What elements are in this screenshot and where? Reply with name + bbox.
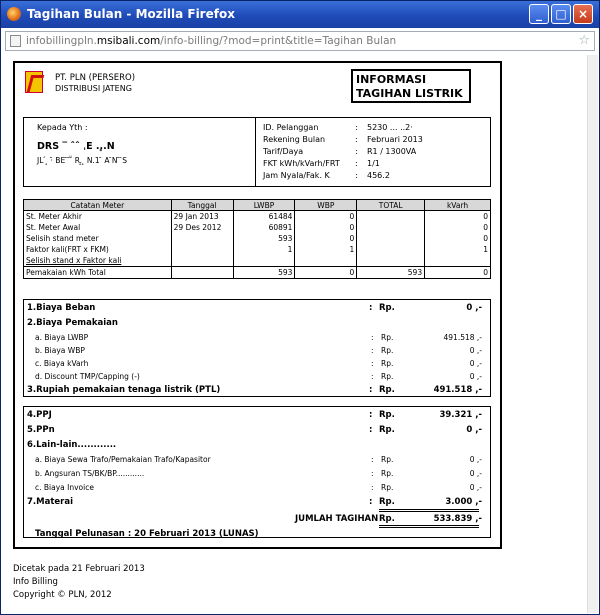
field-value-rekening: Februari 2013 bbox=[367, 135, 423, 144]
page-content bbox=[3, 55, 587, 613]
rp-label: Rp. bbox=[379, 425, 395, 435]
maximize-button[interactable]: □ bbox=[551, 4, 571, 24]
colon: : bbox=[355, 135, 358, 144]
rp-label: Rp. bbox=[381, 469, 394, 478]
colon: : bbox=[369, 303, 373, 313]
colon: : bbox=[355, 159, 358, 168]
col-header: LWBP bbox=[233, 200, 295, 211]
col-header: Tanggal bbox=[171, 200, 233, 211]
meter-table bbox=[23, 199, 491, 279]
url-text[interactable]: infobillingpln.msibali.com/info-billing/?mod=print&title=Tagihan Bulan bbox=[26, 35, 397, 47]
cell: Faktor kali(FRT x FKM) bbox=[24, 244, 172, 255]
invoice-label: c. Biaya Invoice bbox=[35, 483, 94, 492]
cell: 0 bbox=[425, 233, 491, 244]
colon: : bbox=[371, 469, 374, 478]
to-label: Kepada Yth : bbox=[37, 123, 88, 132]
rp-label: Rp. bbox=[379, 497, 395, 507]
field-label-jam: Jam Nyala/Fak. K bbox=[263, 171, 330, 180]
cell: 1 bbox=[295, 244, 357, 255]
rp-label: Rp. bbox=[379, 303, 395, 313]
cell bbox=[357, 244, 425, 255]
customer-address: JL ́ ̥ ·̄ BE ̄ ̄ ̄̈ R.̥ ̥ N.1 ̄ A ̄N ̄ ̄S bbox=[37, 156, 128, 165]
discount-value: 0 ,- bbox=[469, 372, 482, 381]
address-bar[interactable] bbox=[5, 31, 595, 51]
customer-box bbox=[23, 117, 491, 187]
wbp-label: b. Biaya WBP bbox=[35, 346, 85, 355]
kvarh-label: c. Biaya kVarh bbox=[35, 359, 89, 368]
cell: 60891 bbox=[233, 222, 295, 233]
rp-label: Rp. bbox=[381, 455, 394, 464]
materai-value: 3.000 ,- bbox=[445, 497, 482, 507]
colon: : bbox=[355, 171, 358, 180]
info-title-box bbox=[351, 69, 471, 103]
pln-logo bbox=[25, 71, 43, 93]
sewa-trafo-label: a. Biaya Sewa Trafo/Pemakaian Trafo/Kapasitor bbox=[35, 455, 211, 464]
scrollbar[interactable] bbox=[587, 55, 598, 613]
customer-divider bbox=[255, 117, 256, 187]
colon: : bbox=[369, 385, 373, 395]
field-label-rekening: Rekening Bulan bbox=[263, 135, 326, 144]
meter-table-header bbox=[24, 200, 491, 211]
total-rule bbox=[379, 509, 479, 512]
field-value-id: 5230 ... ..2· bbox=[367, 123, 413, 132]
cell: 1 bbox=[233, 244, 295, 255]
colon: : bbox=[355, 123, 358, 132]
col-header: TOTAL bbox=[357, 200, 425, 211]
table-row bbox=[24, 233, 491, 244]
lwbp-value: 491.518 ,- bbox=[443, 333, 482, 342]
colon: : bbox=[371, 346, 374, 355]
col-header: kVarh bbox=[425, 200, 491, 211]
colon: : bbox=[369, 410, 373, 420]
field-label-tarif: Tarif/Daya bbox=[263, 147, 304, 156]
angsuran-label: b. Angsuran TS/BK/BP............ bbox=[35, 469, 145, 478]
rp-label: Rp. bbox=[379, 410, 395, 420]
colon: : bbox=[369, 425, 373, 435]
charges-box-1 bbox=[23, 299, 491, 397]
ppj-value: 39.321 ,- bbox=[439, 410, 482, 420]
cell: 0 bbox=[425, 267, 491, 279]
kvarh-value: 0 ,- bbox=[469, 359, 482, 368]
minimize-button[interactable]: _ bbox=[529, 4, 549, 24]
table-row bbox=[24, 222, 491, 233]
cell: 0 bbox=[425, 211, 491, 223]
rp-label: Rp. bbox=[381, 483, 394, 492]
colon: : bbox=[355, 147, 358, 156]
ppn-label: 5.PPn bbox=[27, 425, 55, 435]
cell: Pemakaian kWh Total bbox=[24, 267, 172, 279]
distribution-name: DISTRIBUSI JATENG bbox=[55, 84, 132, 93]
cell: Selisih stand x Faktor kali bbox=[24, 255, 172, 267]
lain-label: 6.Lain-lain............ bbox=[27, 440, 117, 450]
invoice-value: 0 ,- bbox=[469, 483, 482, 492]
field-label-id: ID. Pelanggan bbox=[263, 123, 319, 132]
rp-label: Rp. bbox=[381, 372, 394, 381]
app-name: Info Billing bbox=[13, 577, 58, 587]
jumlah-label: JUMLAH TAGIHAN bbox=[295, 514, 379, 524]
cell bbox=[171, 267, 233, 279]
table-row-total bbox=[24, 267, 491, 279]
colon: : bbox=[371, 359, 374, 368]
bill-document bbox=[13, 61, 502, 549]
printed-date: Dicetak pada 21 Februari 2013 bbox=[13, 564, 145, 574]
company-name: PT. PLN (PERSERO) bbox=[55, 73, 136, 83]
field-label-fkt: FKT kWh/kVarh/FRT bbox=[263, 159, 340, 168]
ptl-value: 491.518 ,- bbox=[433, 385, 482, 395]
col-header: WBP bbox=[295, 200, 357, 211]
ptl-label: 3.Rupiah pemakaian tenaga listrik (PTL) bbox=[27, 385, 221, 395]
rp-label: Rp. bbox=[379, 514, 395, 524]
colon: : bbox=[371, 455, 374, 464]
colon: : bbox=[371, 483, 374, 492]
cell bbox=[357, 255, 425, 267]
pelunasan-text: Tanggal Pelunasan : 20 Februari 2013 (LUNAS) bbox=[35, 529, 259, 539]
table-row bbox=[24, 244, 491, 255]
cell: 0 bbox=[295, 233, 357, 244]
cell: 593 bbox=[233, 267, 295, 279]
table-row bbox=[24, 211, 491, 223]
field-value-jam: 456.2 bbox=[367, 171, 390, 180]
jumlah-value: 533.839 ,- bbox=[433, 514, 482, 524]
total-double-rule bbox=[379, 525, 479, 528]
firefox-icon bbox=[7, 7, 21, 21]
discount-label: d. Discount TMP/Capping (-) bbox=[35, 372, 140, 381]
cell: 593 bbox=[357, 267, 425, 279]
page-icon bbox=[10, 35, 21, 47]
angsuran-value: 0 ,- bbox=[469, 469, 482, 478]
rp-label: Rp. bbox=[381, 346, 394, 355]
copyright: Copyright © PLN, 2012 bbox=[13, 590, 112, 600]
ppj-label: 4.PPJ bbox=[27, 410, 52, 420]
cell bbox=[357, 222, 425, 233]
customer-name: DRS ‾ ˆˆ ˌΕ ..̥.N bbox=[37, 141, 115, 152]
cell: 0 bbox=[425, 222, 491, 233]
colon: : bbox=[371, 372, 374, 381]
info-title-line2: TAGIHAN LISTRIK bbox=[356, 87, 463, 100]
rp-label: Rp. bbox=[381, 333, 394, 342]
cell: St. Meter Akhir bbox=[24, 211, 172, 223]
biaya-beban-label: 1.Biaya Beban bbox=[27, 303, 96, 313]
materai-label: 7.Materai bbox=[27, 497, 74, 507]
biaya-pemakaian-label: 2.Biaya Pemakaian bbox=[27, 318, 118, 328]
rp-label: Rp. bbox=[381, 359, 394, 368]
cell: St. Meter Awal bbox=[24, 222, 172, 233]
table-row bbox=[24, 255, 491, 267]
cell: 29 Jan 2013 bbox=[171, 211, 233, 223]
cell: 593 bbox=[233, 233, 295, 244]
cell: 61484 bbox=[233, 211, 295, 223]
ppn-value: 0 ,- bbox=[466, 425, 482, 435]
field-value-tarif: R1 / 1300VA bbox=[367, 147, 417, 156]
bookmark-star-icon[interactable]: ☆ bbox=[578, 33, 590, 48]
rp-label: Rp. bbox=[379, 385, 395, 395]
cell: 29 Des 2012 bbox=[171, 222, 233, 233]
colon: : bbox=[369, 497, 373, 507]
title-bar[interactable] bbox=[1, 1, 599, 28]
cell bbox=[295, 255, 357, 267]
cell bbox=[171, 233, 233, 244]
cell bbox=[425, 255, 491, 267]
colon: : bbox=[371, 333, 374, 342]
cell: 0 bbox=[295, 267, 357, 279]
cell bbox=[357, 211, 425, 223]
cell: 0 bbox=[295, 222, 357, 233]
cell bbox=[233, 255, 295, 267]
cell: Selisih stand meter bbox=[24, 233, 172, 244]
cell bbox=[357, 233, 425, 244]
lwbp-label: a. Biaya LWBP bbox=[35, 333, 89, 342]
info-title-line1: INFORMASI bbox=[356, 73, 427, 86]
cell: 0 bbox=[295, 211, 357, 223]
window-title: Tagihan Bulan - Mozilla Firefox bbox=[27, 7, 235, 21]
wbp-value: 0 ,- bbox=[469, 346, 482, 355]
cell: 1 bbox=[425, 244, 491, 255]
field-value-fkt: 1/1 bbox=[367, 159, 380, 168]
biaya-beban-value: 0 ,- bbox=[466, 303, 482, 313]
cell bbox=[171, 255, 233, 267]
close-button[interactable]: × bbox=[573, 4, 593, 24]
col-header: Catatan Meter bbox=[24, 200, 172, 211]
sewa-trafo-value: 0 ,- bbox=[469, 455, 482, 464]
cell bbox=[171, 244, 233, 255]
